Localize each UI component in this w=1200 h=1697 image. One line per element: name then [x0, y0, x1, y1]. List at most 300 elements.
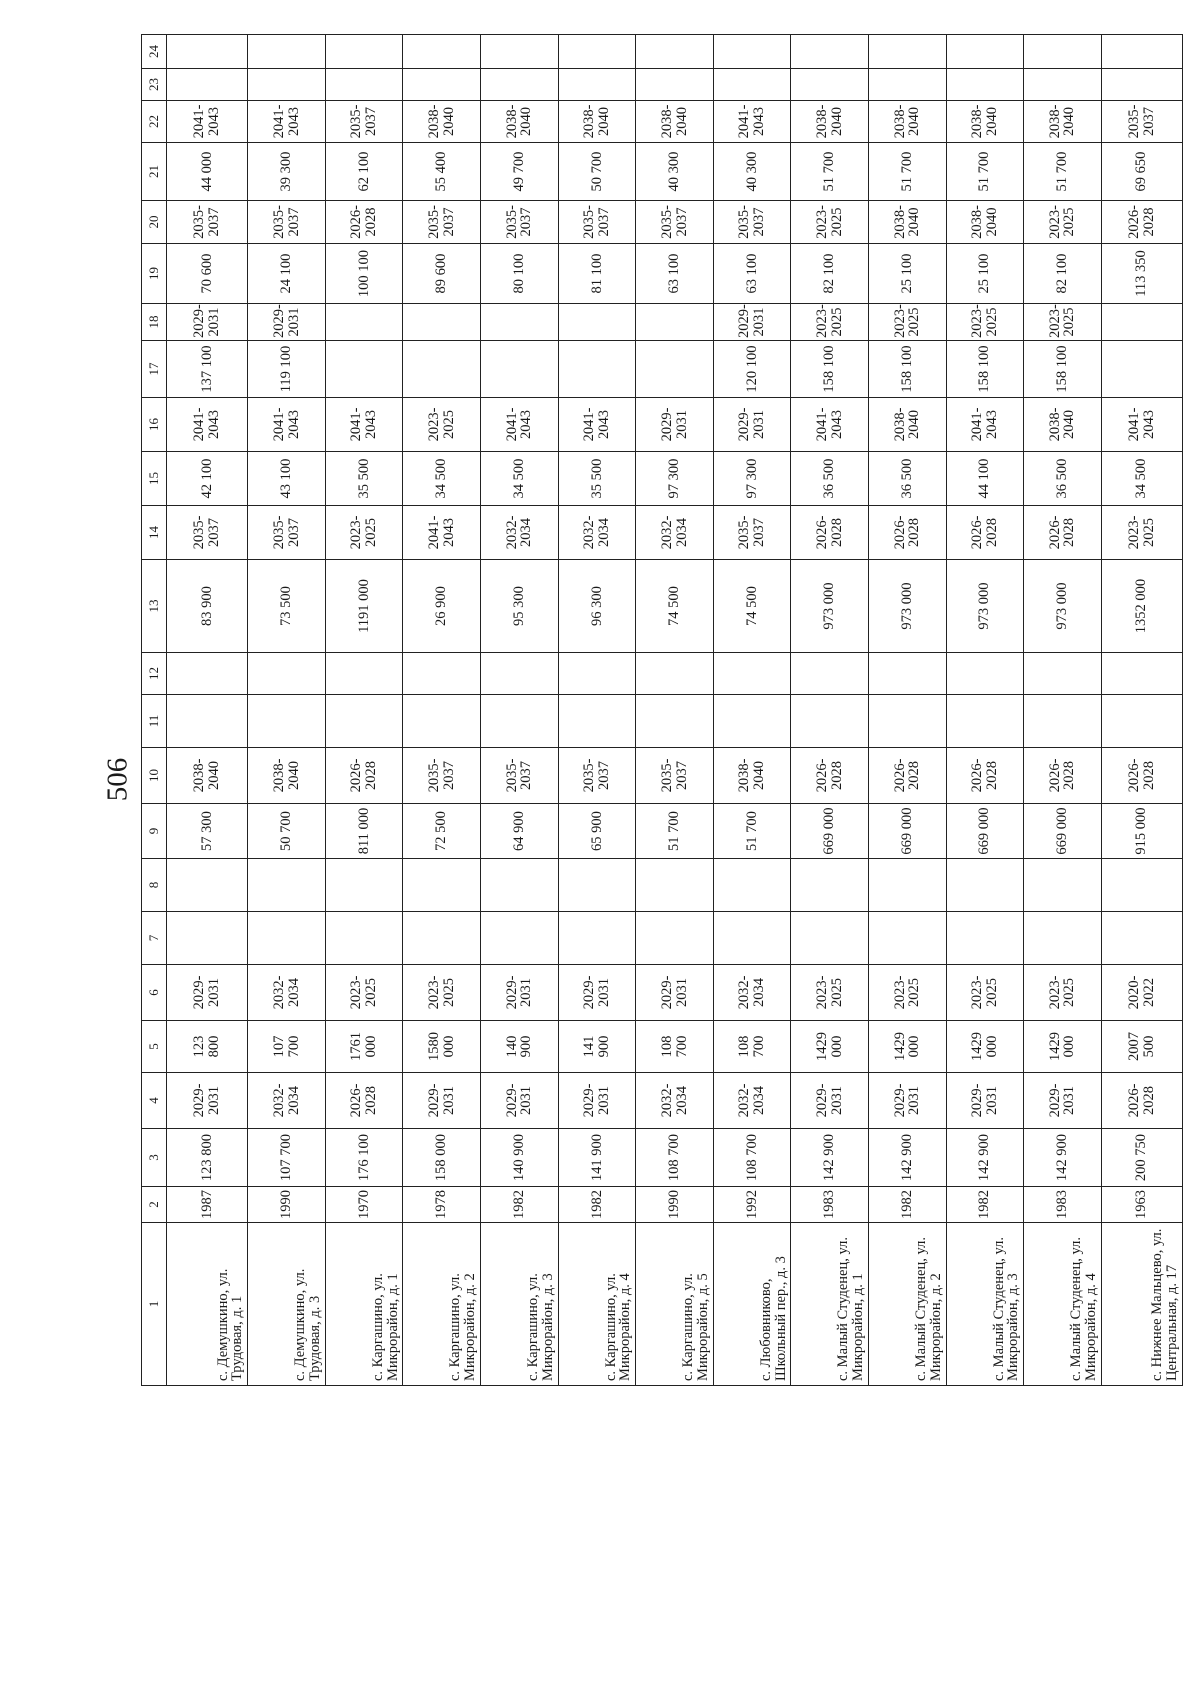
- table-cell: [636, 695, 714, 748]
- table-cell: [167, 653, 248, 695]
- column-number: 20: [142, 201, 167, 244]
- table-cell: 108 700: [636, 1129, 714, 1187]
- table-cell: [946, 69, 1024, 101]
- table-cell: [1101, 912, 1182, 965]
- column-number: 9: [142, 804, 167, 859]
- table-cell: 973 000: [1024, 560, 1102, 653]
- table-cell: 2038-2040: [558, 101, 636, 143]
- page-number: 506: [101, 757, 134, 802]
- column-number: 19: [142, 244, 167, 304]
- table-cell: 2035-2037: [167, 201, 248, 244]
- table-cell: [558, 304, 636, 341]
- table-cell: 1983: [791, 1187, 869, 1223]
- column-number: 21: [142, 143, 167, 201]
- table-cell: [167, 69, 248, 101]
- table-cell: 123 800: [167, 1129, 248, 1187]
- table-row: [636, 35, 714, 1386]
- table-cell: 2035-2037: [325, 101, 403, 143]
- table-cell: 2029-2031: [481, 1073, 559, 1129]
- table-cell: 1429 000: [791, 1021, 869, 1073]
- table-cell: 142 900: [791, 1129, 869, 1187]
- table-cell: 50 700: [558, 143, 636, 201]
- table-cell: 2038-2040: [713, 748, 791, 804]
- table-cell: [481, 35, 559, 69]
- address-cell: с. Малый Студенец, ул. Микрорайон, д. 1: [791, 1223, 869, 1386]
- address-cell: с. Демушкино, ул. Трудовая, д. 3: [248, 1223, 326, 1386]
- table-cell: 1970: [325, 1187, 403, 1223]
- table-cell: 73 500: [248, 560, 326, 653]
- table-cell: 25 100: [946, 244, 1024, 304]
- table-cell: [868, 69, 946, 101]
- table-cell: [713, 695, 791, 748]
- table-cell: [248, 859, 326, 912]
- table-cell: 49 700: [481, 143, 559, 201]
- table-cell: 2038-2040: [248, 748, 326, 804]
- table-cell: [1101, 653, 1182, 695]
- table-cell: 51 700: [868, 143, 946, 201]
- table-row: [791, 35, 869, 1386]
- table-cell: 1983: [1024, 1187, 1102, 1223]
- table-cell: 2029-2031: [248, 304, 326, 341]
- table-cell: 2032-2034: [248, 1073, 326, 1129]
- table-cell: [636, 653, 714, 695]
- table-cell: 51 700: [713, 804, 791, 859]
- table-cell: 2026-2028: [325, 748, 403, 804]
- table-cell: [167, 695, 248, 748]
- table-cell: [481, 912, 559, 965]
- table-cell: [248, 695, 326, 748]
- table-cell: [481, 341, 559, 398]
- table-cell: 43 100: [248, 452, 326, 506]
- table-cell: [558, 912, 636, 965]
- table-cell: 2029-2031: [558, 1073, 636, 1129]
- table-cell: 1978: [403, 1187, 481, 1223]
- table-cell: 25 100: [868, 244, 946, 304]
- table-cell: 2032-2034: [713, 1073, 791, 1129]
- table-cell: 811 000: [325, 804, 403, 859]
- table-cell: 74 500: [713, 560, 791, 653]
- table-cell: [1024, 35, 1102, 69]
- table-cell: [481, 69, 559, 101]
- table-cell: 51 700: [946, 143, 1024, 201]
- table-cell: 2035-2037: [713, 201, 791, 244]
- table-cell: [325, 695, 403, 748]
- table-cell: 158 100: [1024, 341, 1102, 398]
- table-cell: 2023-2025: [791, 965, 869, 1021]
- column-number-row: [142, 35, 167, 1386]
- table-cell: 2023-2025: [403, 398, 481, 452]
- table-cell: [946, 912, 1024, 965]
- table-cell: 113 350: [1101, 244, 1182, 304]
- address-cell: с. Демушкино, ул. Трудовая, д. 1: [167, 1223, 248, 1386]
- table-cell: 2035-2037: [558, 201, 636, 244]
- table-cell: [1024, 653, 1102, 695]
- table-cell: 2023-2025: [791, 201, 869, 244]
- table-cell: 2023-2025: [791, 304, 869, 341]
- table-cell: 142 900: [946, 1129, 1024, 1187]
- table-cell: 2026-2028: [868, 506, 946, 560]
- table-cell: 1990: [248, 1187, 326, 1223]
- table-cell: 2020-2022: [1101, 965, 1182, 1021]
- table-cell: 2032-2034: [636, 1073, 714, 1129]
- table-cell: [325, 69, 403, 101]
- column-number: 22: [142, 101, 167, 143]
- table-cell: 119 100: [248, 341, 326, 398]
- table-cell: 42 100: [167, 452, 248, 506]
- table-cell: 69 650: [1101, 143, 1182, 201]
- table-cell: 2041-2043: [403, 506, 481, 560]
- table-cell: [248, 653, 326, 695]
- table-cell: 72 500: [403, 804, 481, 859]
- table-cell: [636, 859, 714, 912]
- table-cell: 2026-2028: [946, 506, 1024, 560]
- table-cell: 107 700: [248, 1021, 326, 1073]
- table-row: [713, 35, 791, 1386]
- table-cell: [636, 912, 714, 965]
- table-cell: [791, 695, 869, 748]
- table-cell: 2007 500: [1101, 1021, 1182, 1073]
- table-cell: 1990: [636, 1187, 714, 1223]
- column-number: 14: [142, 506, 167, 560]
- table-cell: 50 700: [248, 804, 326, 859]
- table-cell: 158 100: [868, 341, 946, 398]
- table-cell: 2026-2028: [325, 1073, 403, 1129]
- table-cell: 82 100: [1024, 244, 1102, 304]
- table-cell: [791, 859, 869, 912]
- table-row: [1101, 35, 1182, 1386]
- column-number: 11: [142, 695, 167, 748]
- table-cell: 2023-2025: [1024, 304, 1102, 341]
- table-cell: 82 100: [791, 244, 869, 304]
- table-cell: 70 600: [167, 244, 248, 304]
- table-cell: 973 000: [946, 560, 1024, 653]
- column-number: 4: [142, 1073, 167, 1129]
- table-cell: 2035-2037: [167, 506, 248, 560]
- column-number: 24: [142, 35, 167, 69]
- table-cell: [1101, 695, 1182, 748]
- table-row: [868, 35, 946, 1386]
- table-cell: [167, 859, 248, 912]
- table-cell: [868, 859, 946, 912]
- table-cell: 2023-2025: [1024, 201, 1102, 244]
- table-cell: 2023-2025: [1024, 965, 1102, 1021]
- table-cell: 2032-2034: [558, 506, 636, 560]
- table-cell: 2035-2037: [1101, 101, 1182, 143]
- table-cell: [791, 912, 869, 965]
- table-cell: 2026-2028: [1101, 1073, 1182, 1129]
- table-cell: 2035-2037: [248, 201, 326, 244]
- table-cell: 140 900: [481, 1129, 559, 1187]
- table-cell: [248, 912, 326, 965]
- column-number: 8: [142, 859, 167, 912]
- table-cell: 2029-2031: [167, 965, 248, 1021]
- address-cell: с. Нижнее Мальцево, ул. Центральная, д. 17: [1101, 1223, 1182, 1386]
- table-cell: 2041-2043: [325, 398, 403, 452]
- table-cell: 1963: [1101, 1187, 1182, 1223]
- table-cell: 2029-2031: [791, 1073, 869, 1129]
- table-cell: [558, 341, 636, 398]
- column-number: 7: [142, 912, 167, 965]
- table-cell: 2026-2028: [1024, 506, 1102, 560]
- table-cell: 81 100: [558, 244, 636, 304]
- table-cell: 2035-2037: [403, 201, 481, 244]
- address-cell: с. Малый Студенец, ул. Микрорайон, д. 2: [868, 1223, 946, 1386]
- table-cell: 51 700: [791, 143, 869, 201]
- table-cell: 1992: [713, 1187, 791, 1223]
- table-cell: [403, 69, 481, 101]
- table-cell: 2038-2040: [791, 101, 869, 143]
- table-cell: [946, 859, 1024, 912]
- table-cell: 34 500: [1101, 452, 1182, 506]
- table-cell: 1982: [558, 1187, 636, 1223]
- table-cell: 1982: [481, 1187, 559, 1223]
- table-cell: [248, 35, 326, 69]
- table-cell: [636, 69, 714, 101]
- table-cell: 2041-2043: [558, 398, 636, 452]
- table-cell: 1761 000: [325, 1021, 403, 1073]
- table-cell: 89 600: [403, 244, 481, 304]
- table-cell: [558, 35, 636, 69]
- table-cell: 40 300: [636, 143, 714, 201]
- table-cell: [713, 859, 791, 912]
- table-cell: 55 400: [403, 143, 481, 201]
- table-cell: 2026-2028: [946, 748, 1024, 804]
- table-cell: 35 500: [558, 452, 636, 506]
- table-row: [1024, 35, 1102, 1386]
- table-cell: [481, 695, 559, 748]
- column-number: 13: [142, 560, 167, 653]
- table-cell: 35 500: [325, 452, 403, 506]
- table-cell: 2041-2043: [946, 398, 1024, 452]
- table-cell: [325, 912, 403, 965]
- table-cell: [1024, 69, 1102, 101]
- table-cell: 1429 000: [946, 1021, 1024, 1073]
- table-cell: [325, 35, 403, 69]
- table-cell: 40 300: [713, 143, 791, 201]
- table-cell: 63 100: [636, 244, 714, 304]
- table-cell: [481, 304, 559, 341]
- table-cell: [325, 304, 403, 341]
- table-cell: 96 300: [558, 560, 636, 653]
- table-cell: 2023-2025: [868, 965, 946, 1021]
- column-number: 10: [142, 748, 167, 804]
- table-cell: 2041-2043: [167, 398, 248, 452]
- table-cell: 2023-2025: [1101, 506, 1182, 560]
- table-row: [558, 35, 636, 1386]
- table-cell: 36 500: [1024, 452, 1102, 506]
- table-cell: 140 900: [481, 1021, 559, 1073]
- table-cell: 83 900: [167, 560, 248, 653]
- table-cell: [868, 695, 946, 748]
- table-cell: [248, 69, 326, 101]
- table-cell: 2023-2025: [325, 965, 403, 1021]
- table-cell: 2029-2031: [636, 965, 714, 1021]
- table-cell: 2029-2031: [558, 965, 636, 1021]
- table-cell: 141 900: [558, 1021, 636, 1073]
- table-cell: [403, 341, 481, 398]
- table-cell: 74 500: [636, 560, 714, 653]
- table-cell: 2032-2034: [481, 506, 559, 560]
- table-cell: [791, 35, 869, 69]
- table-cell: 100 100: [325, 244, 403, 304]
- table-cell: 95 300: [481, 560, 559, 653]
- table-cell: 2032-2034: [636, 506, 714, 560]
- table-cell: 2023-2025: [403, 965, 481, 1021]
- table-cell: 2026-2028: [1101, 201, 1182, 244]
- table-cell: 2038-2040: [481, 101, 559, 143]
- table-cell: [1101, 69, 1182, 101]
- table-cell: 2026-2028: [791, 506, 869, 560]
- table-cell: 2041-2043: [481, 398, 559, 452]
- address-cell: с. Каргашино, ул. Микрорайон, д. 5: [636, 1223, 714, 1386]
- table-cell: 2023-2025: [946, 304, 1024, 341]
- table-cell: 2038-2040: [636, 101, 714, 143]
- table-row: [946, 35, 1024, 1386]
- table-cell: [325, 859, 403, 912]
- table-cell: 1580 000: [403, 1021, 481, 1073]
- table-row: [167, 35, 248, 1386]
- table-cell: 2026-2028: [791, 748, 869, 804]
- table-cell: 158 100: [791, 341, 869, 398]
- table-cell: 2038-2040: [946, 201, 1024, 244]
- column-number: 18: [142, 304, 167, 341]
- column-number: 17: [142, 341, 167, 398]
- table-cell: 80 100: [481, 244, 559, 304]
- table-cell: 2035-2037: [481, 201, 559, 244]
- table-cell: 2035-2037: [248, 506, 326, 560]
- table-cell: 26 900: [403, 560, 481, 653]
- table-cell: 2029-2031: [713, 398, 791, 452]
- column-number: 23: [142, 69, 167, 101]
- column-number: 3: [142, 1129, 167, 1187]
- table-cell: 62 100: [325, 143, 403, 201]
- table-cell: [946, 653, 1024, 695]
- table-cell: [558, 695, 636, 748]
- column-number: 5: [142, 1021, 167, 1073]
- table-cell: [1024, 912, 1102, 965]
- table-cell: [713, 653, 791, 695]
- table-cell: 2041-2043: [248, 398, 326, 452]
- column-number: 12: [142, 653, 167, 695]
- address-cell: с. Малый Студенец, ул. Микрорайон, д. 3: [946, 1223, 1024, 1386]
- table-cell: 2035-2037: [636, 748, 714, 804]
- table-cell: [868, 912, 946, 965]
- table-row: [481, 35, 559, 1386]
- table-cell: 973 000: [791, 560, 869, 653]
- table-cell: 2029-2031: [636, 398, 714, 452]
- address-cell: с. Каргашино, ул. Микрорайон, д. 4: [558, 1223, 636, 1386]
- table-cell: [403, 304, 481, 341]
- table-cell: 2029-2031: [481, 965, 559, 1021]
- table-cell: 97 300: [636, 452, 714, 506]
- table-cell: [791, 653, 869, 695]
- table-cell: [403, 912, 481, 965]
- table-cell: 2029-2031: [1024, 1073, 1102, 1129]
- table-cell: 141 900: [558, 1129, 636, 1187]
- table-cell: [713, 35, 791, 69]
- table-cell: [791, 69, 869, 101]
- table-cell: 2023-2025: [946, 965, 1024, 1021]
- table-rotated-wrapper: [141, 45, 1183, 1386]
- table-cell: [636, 35, 714, 69]
- table-cell: 2038-2040: [868, 101, 946, 143]
- table-cell: [325, 653, 403, 695]
- table-cell: 669 000: [946, 804, 1024, 859]
- table-cell: 2026-2028: [325, 201, 403, 244]
- table-cell: 2041-2043: [1101, 398, 1182, 452]
- table-cell: 1429 000: [868, 1021, 946, 1073]
- table-cell: 200 750: [1101, 1129, 1182, 1187]
- table-cell: [325, 341, 403, 398]
- table-cell: [1101, 341, 1182, 398]
- table-cell: 34 500: [481, 452, 559, 506]
- table-cell: 1982: [868, 1187, 946, 1223]
- table-cell: 123 800: [167, 1021, 248, 1073]
- table-cell: [946, 695, 1024, 748]
- table-cell: [713, 69, 791, 101]
- table-cell: [558, 859, 636, 912]
- table-cell: 669 000: [868, 804, 946, 859]
- table-cell: [636, 341, 714, 398]
- table-cell: [403, 35, 481, 69]
- table-cell: 2032-2034: [713, 965, 791, 1021]
- address-cell: с. Каргашино, ул. Микрорайон, д. 2: [403, 1223, 481, 1386]
- table-cell: 2038-2040: [868, 398, 946, 452]
- table-row: [325, 35, 403, 1386]
- table-cell: 669 000: [791, 804, 869, 859]
- column-number: 1: [142, 1223, 167, 1386]
- address-cell: с. Каргашино, ул. Микрорайон, д. 1: [325, 1223, 403, 1386]
- table-cell: 2035-2037: [713, 506, 791, 560]
- column-number: 16: [142, 398, 167, 452]
- table-cell: [167, 35, 248, 69]
- table-cell: 142 900: [868, 1129, 946, 1187]
- column-number: 6: [142, 965, 167, 1021]
- table-cell: 51 700: [636, 804, 714, 859]
- table-cell: 64 900: [481, 804, 559, 859]
- table-body: [142, 35, 1183, 1386]
- table-cell: [558, 653, 636, 695]
- table-cell: 669 000: [1024, 804, 1102, 859]
- table-cell: 2023-2025: [868, 304, 946, 341]
- table-cell: 36 500: [868, 452, 946, 506]
- table-cell: 97 300: [713, 452, 791, 506]
- table-cell: 2041-2043: [248, 101, 326, 143]
- table-cell: 39 300: [248, 143, 326, 201]
- table-cell: 915 000: [1101, 804, 1182, 859]
- table-cell: [868, 653, 946, 695]
- table-cell: 2026-2028: [1101, 748, 1182, 804]
- table-cell: 120 100: [713, 341, 791, 398]
- table-cell: 2035-2037: [403, 748, 481, 804]
- table-cell: 44 100: [946, 452, 1024, 506]
- table-cell: 2035-2037: [481, 748, 559, 804]
- table-cell: 57 300: [167, 804, 248, 859]
- table-cell: 1352 000: [1101, 560, 1182, 653]
- table-cell: 65 900: [558, 804, 636, 859]
- table-cell: [1101, 35, 1182, 69]
- address-cell: с. Любовниково, Школьный пер., д. 3: [713, 1223, 791, 1386]
- table-cell: 1982: [946, 1187, 1024, 1223]
- table-cell: [713, 912, 791, 965]
- table-cell: 1429 000: [1024, 1021, 1102, 1073]
- table-cell: 2041-2043: [713, 101, 791, 143]
- table-cell: [1024, 859, 1102, 912]
- table-cell: [403, 859, 481, 912]
- table-cell: [167, 912, 248, 965]
- table-cell: 2023-2025: [325, 506, 403, 560]
- table-cell: 158 000: [403, 1129, 481, 1187]
